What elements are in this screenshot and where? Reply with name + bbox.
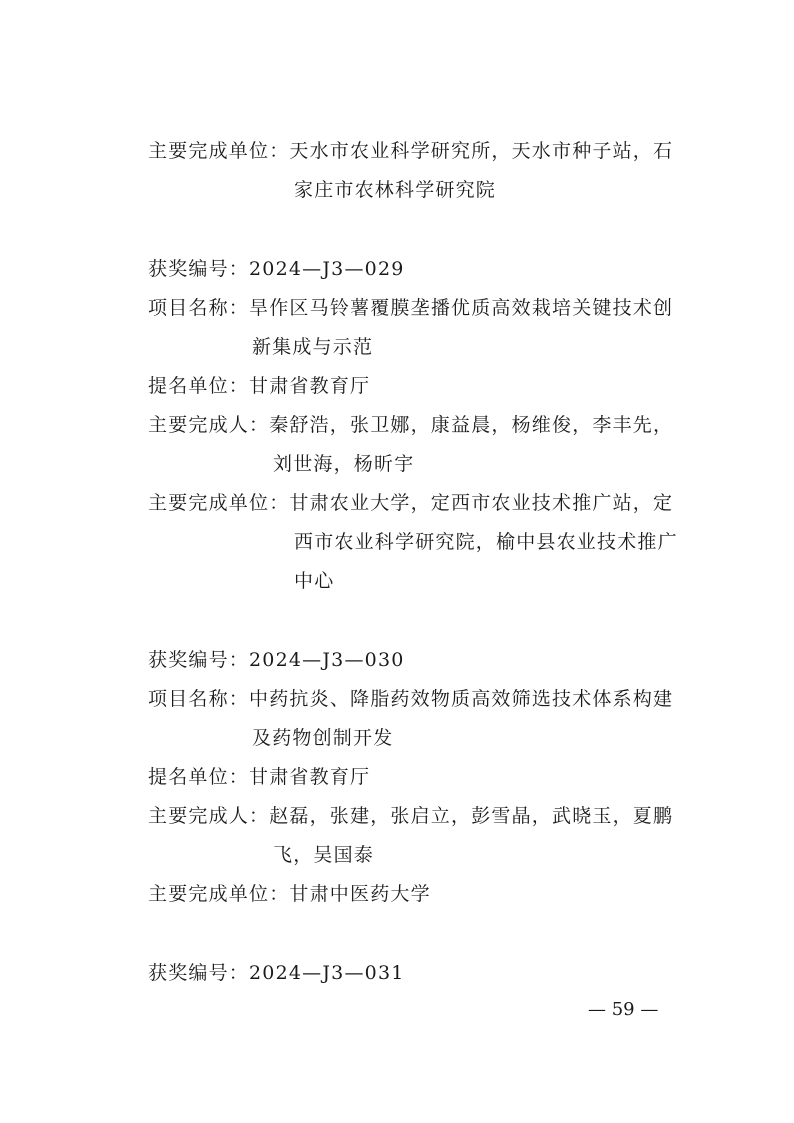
unit-text: 甘肃中医药大学 <box>289 883 431 905</box>
unit-text-continued: 西市农业科学研究院，榆中县农业技术推广 <box>294 531 678 553</box>
project-label: 项目名称： <box>148 688 250 710</box>
unit-row <box>148 882 431 906</box>
unit-row <box>148 491 673 515</box>
page-number: — 59 — <box>588 999 659 1020</box>
award-number-row <box>148 961 405 985</box>
nominator-label: 提名单位： <box>148 375 250 397</box>
persons: 赵磊，张建，张启立，彭雪晶，武晓玉，夏鹏 <box>269 805 674 827</box>
persons-continued: 飞，吴国泰 <box>273 844 375 866</box>
unit-row <box>148 139 673 163</box>
nominator-label: 提名单位： <box>148 766 250 788</box>
persons-label: 主要完成人： <box>148 414 270 436</box>
project-name-row <box>148 296 673 320</box>
nominator-row <box>148 374 370 398</box>
award-number-row <box>148 648 405 672</box>
nominator: 甘肃省教育厅 <box>249 766 371 788</box>
persons-row <box>148 413 673 437</box>
project-name-continued: 及药物创制开发 <box>252 727 394 749</box>
persons-label: 主要完成人： <box>148 805 270 827</box>
nominator-row <box>148 765 370 789</box>
award-number: 2024—J3—029 <box>249 258 405 280</box>
unit-text-continued: 中心 <box>294 570 335 592</box>
project-label: 项目名称： <box>148 297 250 319</box>
project-name-row <box>148 687 673 711</box>
persons: 秦舒浩，张卫娜，康益晨，杨维俊，李丰先， <box>269 414 674 436</box>
unit-text-continued: 家庄市农林科学研究院 <box>294 179 497 201</box>
nominator: 甘肃省教育厅 <box>249 375 371 397</box>
project-name: 中药抗炎、降脂药效物质高效筛选技术体系构建 <box>249 688 674 710</box>
unit-label: 主要完成单位： <box>148 492 290 514</box>
award-label: 获奖编号： <box>148 258 250 280</box>
project-name: 旱作区马铃薯覆膜垄播优质高效栽培关键技术创 <box>249 297 674 319</box>
unit-label: 主要完成单位： <box>148 140 290 162</box>
persons-row <box>148 804 673 828</box>
unit-text: 甘肃农业大学，定西市农业技术推广站，定 <box>289 492 674 514</box>
award-number: 2024—J3—031 <box>249 962 405 984</box>
unit-label: 主要完成单位： <box>148 883 290 905</box>
award-label: 获奖编号： <box>148 962 250 984</box>
award-number: 2024—J3—030 <box>249 649 405 671</box>
project-name-continued: 新集成与示范 <box>252 336 374 358</box>
award-label: 获奖编号： <box>148 649 250 671</box>
persons-continued: 刘世海，杨昕宇 <box>273 453 415 475</box>
award-number-row <box>148 257 405 281</box>
unit-text: 天水市农业科学研究所，天水市种子站，石 <box>289 140 674 162</box>
